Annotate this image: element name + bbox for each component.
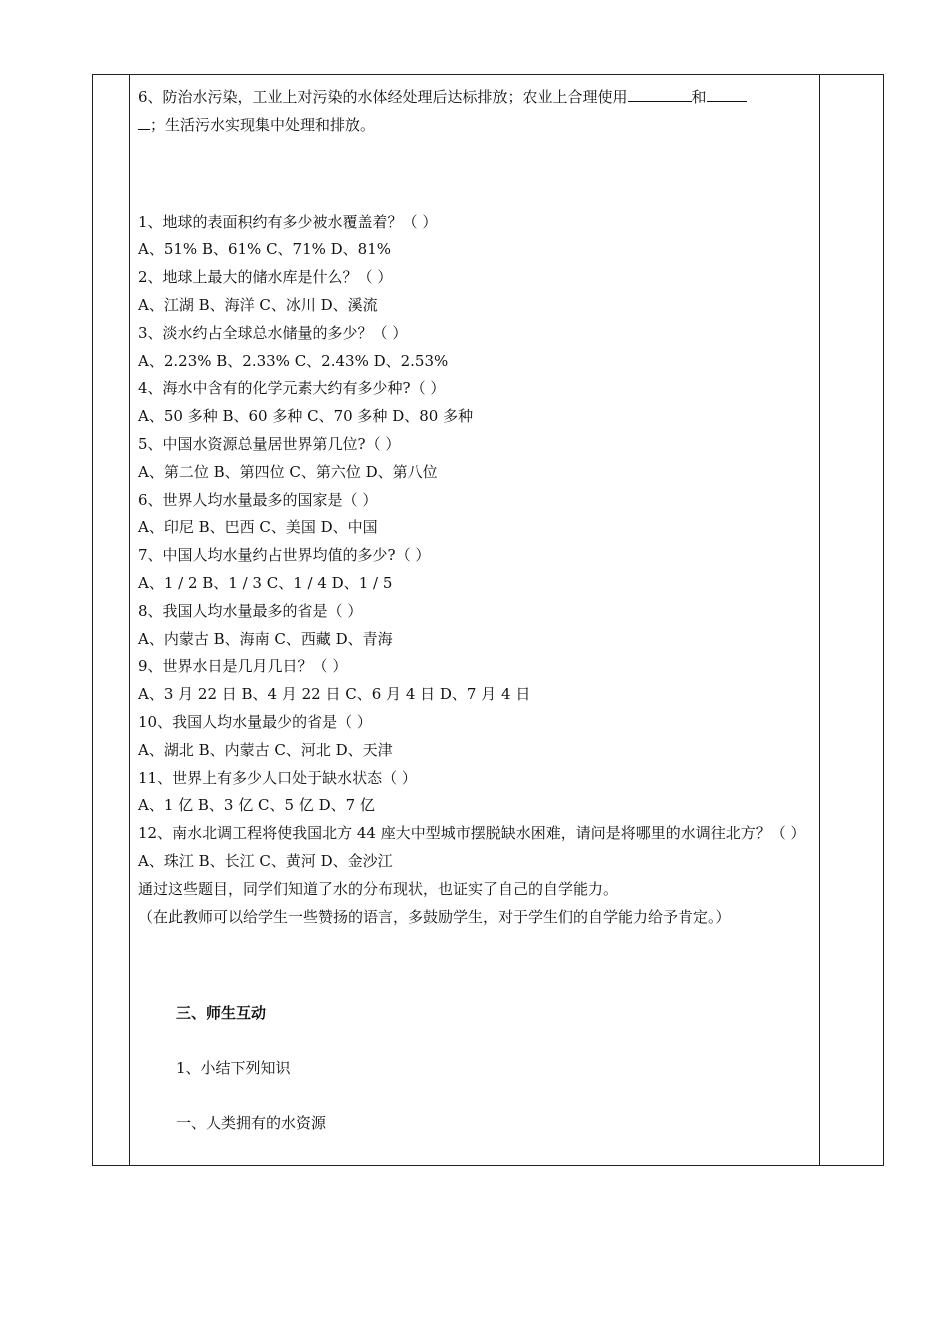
answer-options: A、1 / 2 B、1 / 3 C、1 / 4 D、1 / 5 [138, 573, 393, 592]
answer-options: A、1 亿 B、3 亿 C、5 亿 D、7 亿 [138, 796, 375, 815]
answer-options: A、3 月 22 日 B、4 月 22 日 C、6 月 4 日 D、7 月 4 日 [138, 685, 531, 704]
question: 11、世界上有多少人口处于缺水状态（ ） [138, 768, 417, 787]
teacher-note: （在此教师可以给学生一些赞扬的语言，多鼓励学生，对于学生们的自学能力给予肯定。） [138, 907, 731, 926]
question: 6、世界人均水量最多的国家是（ ） [138, 490, 378, 509]
answer-blank-1 [628, 87, 692, 102]
question: 2、地球上最大的储水库是什么？（ ） [138, 268, 393, 287]
column-divider-right [819, 75, 820, 1165]
question: 9、世界水日是几月几日？（ ） [138, 657, 348, 676]
answer-options: A、印尼 B、巴西 C、美国 D、中国 [138, 518, 378, 537]
question: 10、我国人均水量最少的省是（ ） [138, 712, 372, 731]
question: 7、中国人均水量约占世界均值的多少?（ ） [138, 546, 431, 565]
lesson-content [138, 84, 812, 1138]
intro-suffix: ；生活污水实现集中处理和排放。 [150, 115, 376, 134]
question: 3、淡水约占全球总水储量的多少？（ ） [138, 323, 408, 342]
pollution-paragraph [138, 84, 812, 140]
answer-blank-2 [707, 87, 747, 102]
answer-options: A、2.23% B、2.33% C、2.43% D、2.53% [138, 351, 449, 370]
subsection-title: 1、小结下列知识 [176, 1059, 291, 1078]
summary-text: 通过这些题目，同学们知道了水的分布现状，也证实了自己的自学能力。 [138, 879, 619, 898]
answer-options: A、51% B、61% C、71% D、81% [138, 240, 392, 259]
question: 4、海水中含有的化学元素大约有多少种?（ ） [138, 379, 446, 398]
intro-and: 和 [691, 88, 707, 106]
column-divider-left [129, 75, 130, 1165]
question: 1、地球的表面积约有多少被水覆盖着？（ ） [138, 212, 438, 231]
question: 5、中国水资源总量居世界第几位?（ ） [138, 434, 401, 453]
question: 12、南水北调工程将使我国北方 44 座大中型城市摆脱缺水困难，请问是将哪里的水调往北方？（ ） [138, 824, 806, 843]
answer-options: A、第二位 B、第四位 C、第六位 D、第八位 [138, 462, 438, 481]
answer-options: A、湖北 B、内蒙古 C、河北 D、天津 [138, 740, 393, 759]
answer-blank-2-cont [138, 115, 150, 130]
answer-options: A、江湖 B、海洋 C、冰川 D、溪流 [138, 295, 378, 314]
section-title: 三、师生互动 [176, 1004, 267, 1023]
topic-heading: 一、人类拥有的水资源 [176, 1113, 327, 1132]
intro-prefix: 6、防治水污染，工业上对污染的水体经处理后达标排放；农业上合理使用 [138, 88, 628, 106]
answer-options: A、内蒙古 B、海南 C、西藏 D、青海 [138, 629, 393, 648]
question-list [138, 209, 812, 876]
answer-options: A、珠江 B、长江 C、黄河 D、金沙江 [138, 851, 393, 870]
answer-options: A、50 多种 B、60 多种 C、70 多种 D、80 多种 [138, 407, 474, 426]
question: 8、我国人均水量最多的省是（ ） [138, 601, 363, 620]
